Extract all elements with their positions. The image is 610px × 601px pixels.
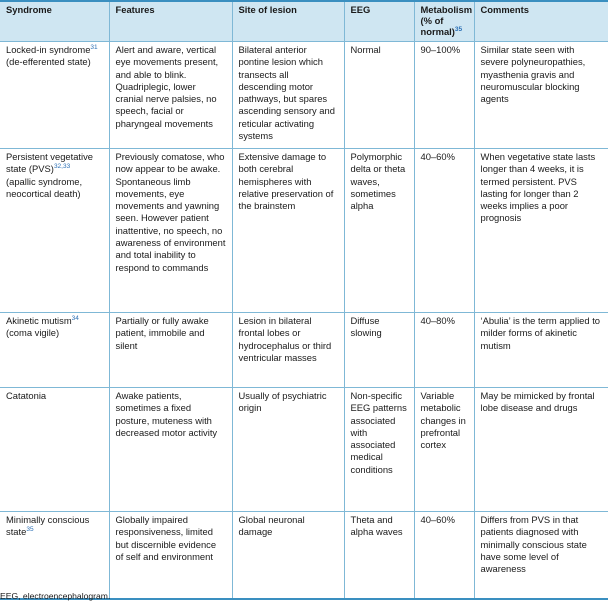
cell-features: Partially or fully awake patient, immobile and silent	[109, 313, 232, 388]
cell-eeg: Polymorphic delta or theta waves, sometimes alpha	[344, 149, 414, 313]
cell-site: Lesion in bilateral frontal lobes or hydrocephalus or third ventricular masses	[232, 313, 344, 388]
table-row	[0, 149, 608, 313]
syndrome-subtitle: (apallic syndrome, neocortical death)	[6, 175, 83, 199]
header-syndrome: Syndrome	[6, 4, 52, 15]
cell-features: Awake patients, sometimes a fixed posture, muteness with decreased motor activity	[109, 388, 232, 512]
cell-site: Global neuronal damage	[232, 512, 344, 599]
cell-site: Usually of psychiatric origin	[232, 388, 344, 512]
cell-metabolism: 90–100%	[414, 42, 474, 149]
syndrome-name: Akinetic mutism	[6, 315, 72, 326]
header-features: Features	[109, 1, 232, 42]
cell-syndrome	[0, 512, 109, 599]
table-row	[0, 512, 608, 599]
syndrome-subtitle: (coma vigile)	[6, 327, 60, 339]
cell-site: Bilateral anterior pontine lesion which transects all descending motor pathways, but spares ascending sensory and reticular activating systems	[232, 42, 344, 149]
cell-syndrome	[0, 388, 109, 512]
cell-site: Extensive damage to both cerebral hemispheres with relative preservation of the brainstem	[232, 149, 344, 313]
syndrome-name: Catatonia	[6, 390, 47, 401]
cell-metabolism: 40–80%	[414, 313, 474, 388]
table-header	[0, 1, 608, 42]
cell-comments: When vegetative state lasts longer than 4 weeks, it is termed persistent. PVS lasting for longer than 2 weeks implies a poor prognosis	[474, 149, 608, 313]
syndrome-ref: 32,33	[53, 163, 71, 171]
header-site-of-lesion: Site of lesion	[232, 1, 344, 42]
cell-comments: ‘Abulia’ is the term applied to milder forms of akinetic mutism	[474, 313, 608, 388]
cell-features: Previously comatose, who now appear to be awake. Spontaneous limb movements, eye movements and yawning seen. However patient inattentive, no speech, no awareness of environment and total inability to respond to commands	[109, 149, 232, 313]
syndrome-ref: 35	[26, 526, 34, 534]
header-metabolism	[414, 1, 474, 42]
header-metabolism-label: Metabolism (% of normal)	[420, 4, 473, 37]
header-eeg: EEG	[344, 1, 414, 42]
table-row	[0, 388, 608, 512]
table-body	[0, 42, 608, 599]
syndrome-ref: 34	[71, 314, 79, 322]
cell-metabolism: Variable metabolic changes in prefrontal cortex	[414, 388, 474, 512]
cell-eeg: Diffuse slowing	[344, 313, 414, 388]
cell-syndrome	[0, 313, 109, 388]
table-row	[0, 313, 608, 388]
header-metabolism-ref: 35	[454, 25, 463, 33]
cell-features: Globally impaired responsiveness, limited but discernible evidence of self and environment	[109, 512, 232, 599]
cell-metabolism: 40–60%	[414, 149, 474, 313]
table-row	[0, 42, 608, 149]
cell-eeg: Theta and alpha waves	[344, 512, 414, 599]
cell-features: Alert and aware, vertical eye movements present, and able to blink. Quadriplegic, lower cranial nerve palsies, no speech, facial or pharyngeal movements	[109, 42, 232, 149]
cell-metabolism: 40–60%	[414, 512, 474, 599]
syndrome-name: Locked-in syndrome	[6, 44, 91, 55]
cell-eeg: Non-specific EEG patterns associated with associated medical conditions	[344, 388, 414, 512]
cell-comments: Differs from PVS in that patients diagnosed with minimally conscious state have some level of awareness	[474, 512, 608, 599]
syndrome-name: Minimally conscious state	[6, 514, 90, 538]
cell-eeg: Normal	[344, 42, 414, 149]
cell-comments: May be mimicked by frontal lobe disease and drugs	[474, 388, 608, 512]
syndrome-ref: 31	[90, 43, 98, 51]
header-comments: Comments	[474, 1, 608, 42]
syndrome-subtitle: (de-efferented state)	[6, 56, 91, 68]
cell-syndrome	[0, 42, 109, 149]
cell-syndrome	[0, 149, 109, 313]
table-footnote: EEG, electroencephalogram.	[0, 591, 111, 601]
cell-comments: Similar state seen with severe polyneuropathies, myasthenia gravis and neuromuscular blocking agents	[474, 42, 608, 149]
syndrome-name: Persistent vegetative state (PVS)	[6, 151, 94, 175]
